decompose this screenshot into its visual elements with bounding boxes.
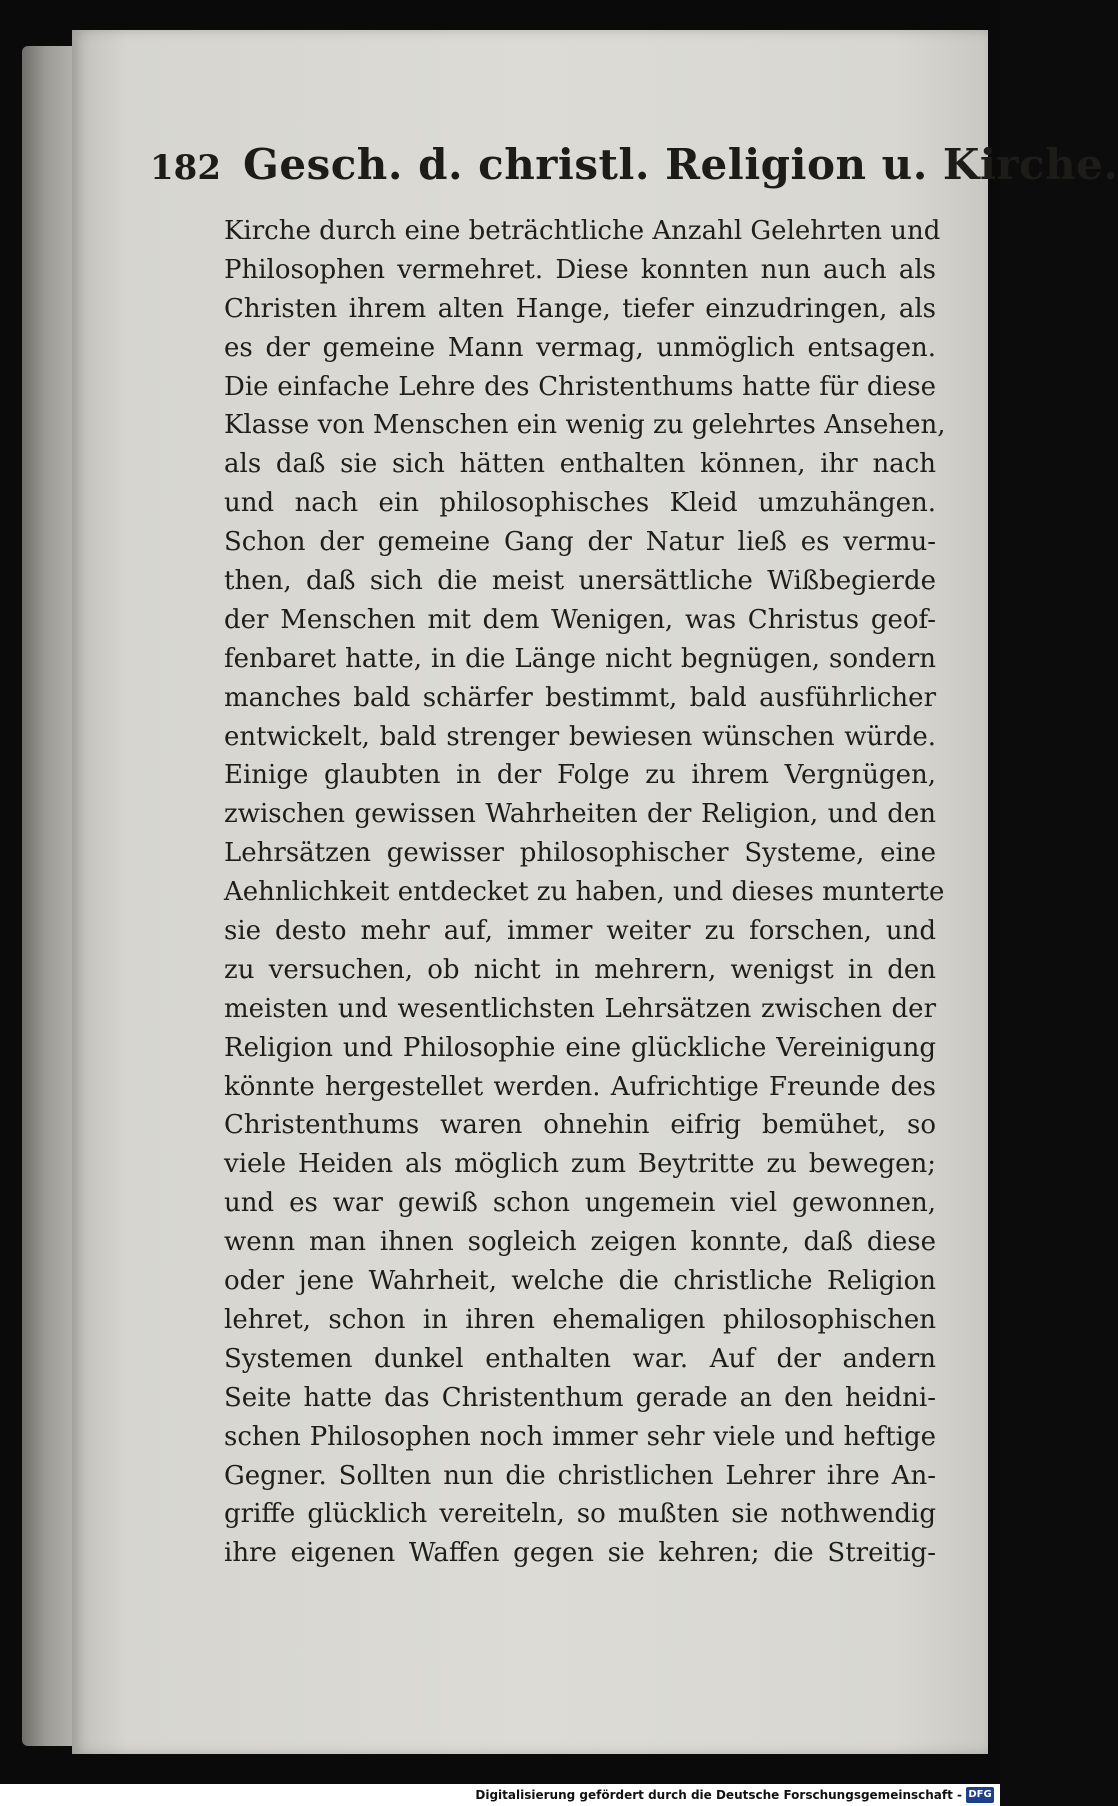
text-line: Aehnlichkeit entdecket zu haben, und dieses munterte (224, 877, 945, 908)
text-line: Systemen dunkel enthalten war. Auf der andern (224, 1343, 936, 1374)
text-line: und es war gewiß schon ungemein viel gewonnen, (224, 1188, 936, 1219)
running-title: Gesch. d. christl. Religion u. Kirche. (242, 140, 1118, 189)
text-line: Christen ihrem alten Hange, tiefer einzudringen, als (224, 293, 936, 324)
text-line: lehret, schon in ihren ehemaligen philosophischen (224, 1304, 936, 1335)
text-line: könnte hergestellet werden. Aufrichtige Freunde des (224, 1071, 936, 1102)
text-line: Einige glaubten in der Folge zu ihrem Vergnügen, (224, 760, 936, 791)
text-line: Die einfache Lehre des Christenthums hatte für diese (224, 371, 936, 402)
text-line: viele Heiden als möglich zum Beytritte zu bewegen; (224, 1149, 936, 1180)
text-line: als daß sie sich hätten enthalten können, ihr nach (224, 449, 936, 480)
text-line: fenbaret hatte, in die Länge nicht begnügen, sondern (224, 643, 936, 674)
text-line: zwischen gewissen Wahrheiten der Religion, und den (224, 799, 936, 830)
text-line: Religion und Philosophie eine glückliche Vereinigung (224, 1032, 936, 1063)
text-line: griffe glücklich vereiteln, so mußten sie nothwendig (224, 1499, 936, 1530)
text-line: ihre eigenen Waffen gegen sie kehren; die Streitig- (224, 1538, 936, 1569)
footer-bar (0, 1784, 1000, 1806)
dfg-logo-icon: DFG (966, 1787, 994, 1803)
page-header (150, 140, 1118, 210)
text-line: Seite hatte das Christenthum gerade an den heidni- (224, 1382, 936, 1413)
text-line: sie desto mehr auf, immer weiter zu forschen, und (224, 916, 936, 947)
text-line: then, daß sich die meist unersättliche Wißbegierde (224, 566, 936, 597)
text-line: Kirche durch eine beträchtliche Anzahl Gelehrten und (224, 216, 941, 246)
text-line: Klasse von Menschen ein wenig zu gelehrtes Ansehen, (224, 410, 946, 441)
text-line: Christenthums waren ohnehin eifrig bemühet, so (224, 1110, 936, 1141)
text-line: der Menschen mit dem Wenigen, was Christus geof- (224, 604, 936, 635)
text-line: Gegner. Sollten nun die christlichen Lehrer ihre An- (224, 1460, 936, 1491)
text-line: und nach ein philosophisches Kleid umzuhängen. (224, 488, 936, 519)
text-line: meisten und wesentlichsten Lehrsätzen zwischen der (224, 993, 936, 1024)
text-line: Philosophen vermehret. Diese konnten nun auch als (224, 254, 936, 285)
text-line: es der gemeine Mann vermag, unmöglich entsagen. (224, 332, 936, 363)
text-line: Lehrsätzen gewisser philosophischer Systeme, eine (224, 838, 936, 869)
text-line: schen Philosophen noch immer sehr viele und heftige (224, 1421, 936, 1452)
text-line: zu versuchen, ob nicht in mehrern, wenigst in den (224, 954, 936, 985)
footer-credit: Digitalisierung gefördert durch die Deutsche Forschungsgemeinschaft - (475, 1788, 962, 1802)
page-number: 182 (150, 148, 221, 188)
text-line: entwickelt, bald strenger bewiesen wünschen würde. (224, 721, 936, 752)
text-line: manches bald schärfer bestimmt, bald ausführlicher (224, 682, 936, 713)
body-text (224, 212, 946, 1573)
text-line: wenn man ihnen sogleich zeigen konnte, daß diese (224, 1227, 936, 1258)
text-line: Schon der gemeine Gang der Natur ließ es vermu- (224, 527, 936, 558)
text-line: oder jene Wahrheit, welche die christliche Religion (224, 1266, 936, 1297)
